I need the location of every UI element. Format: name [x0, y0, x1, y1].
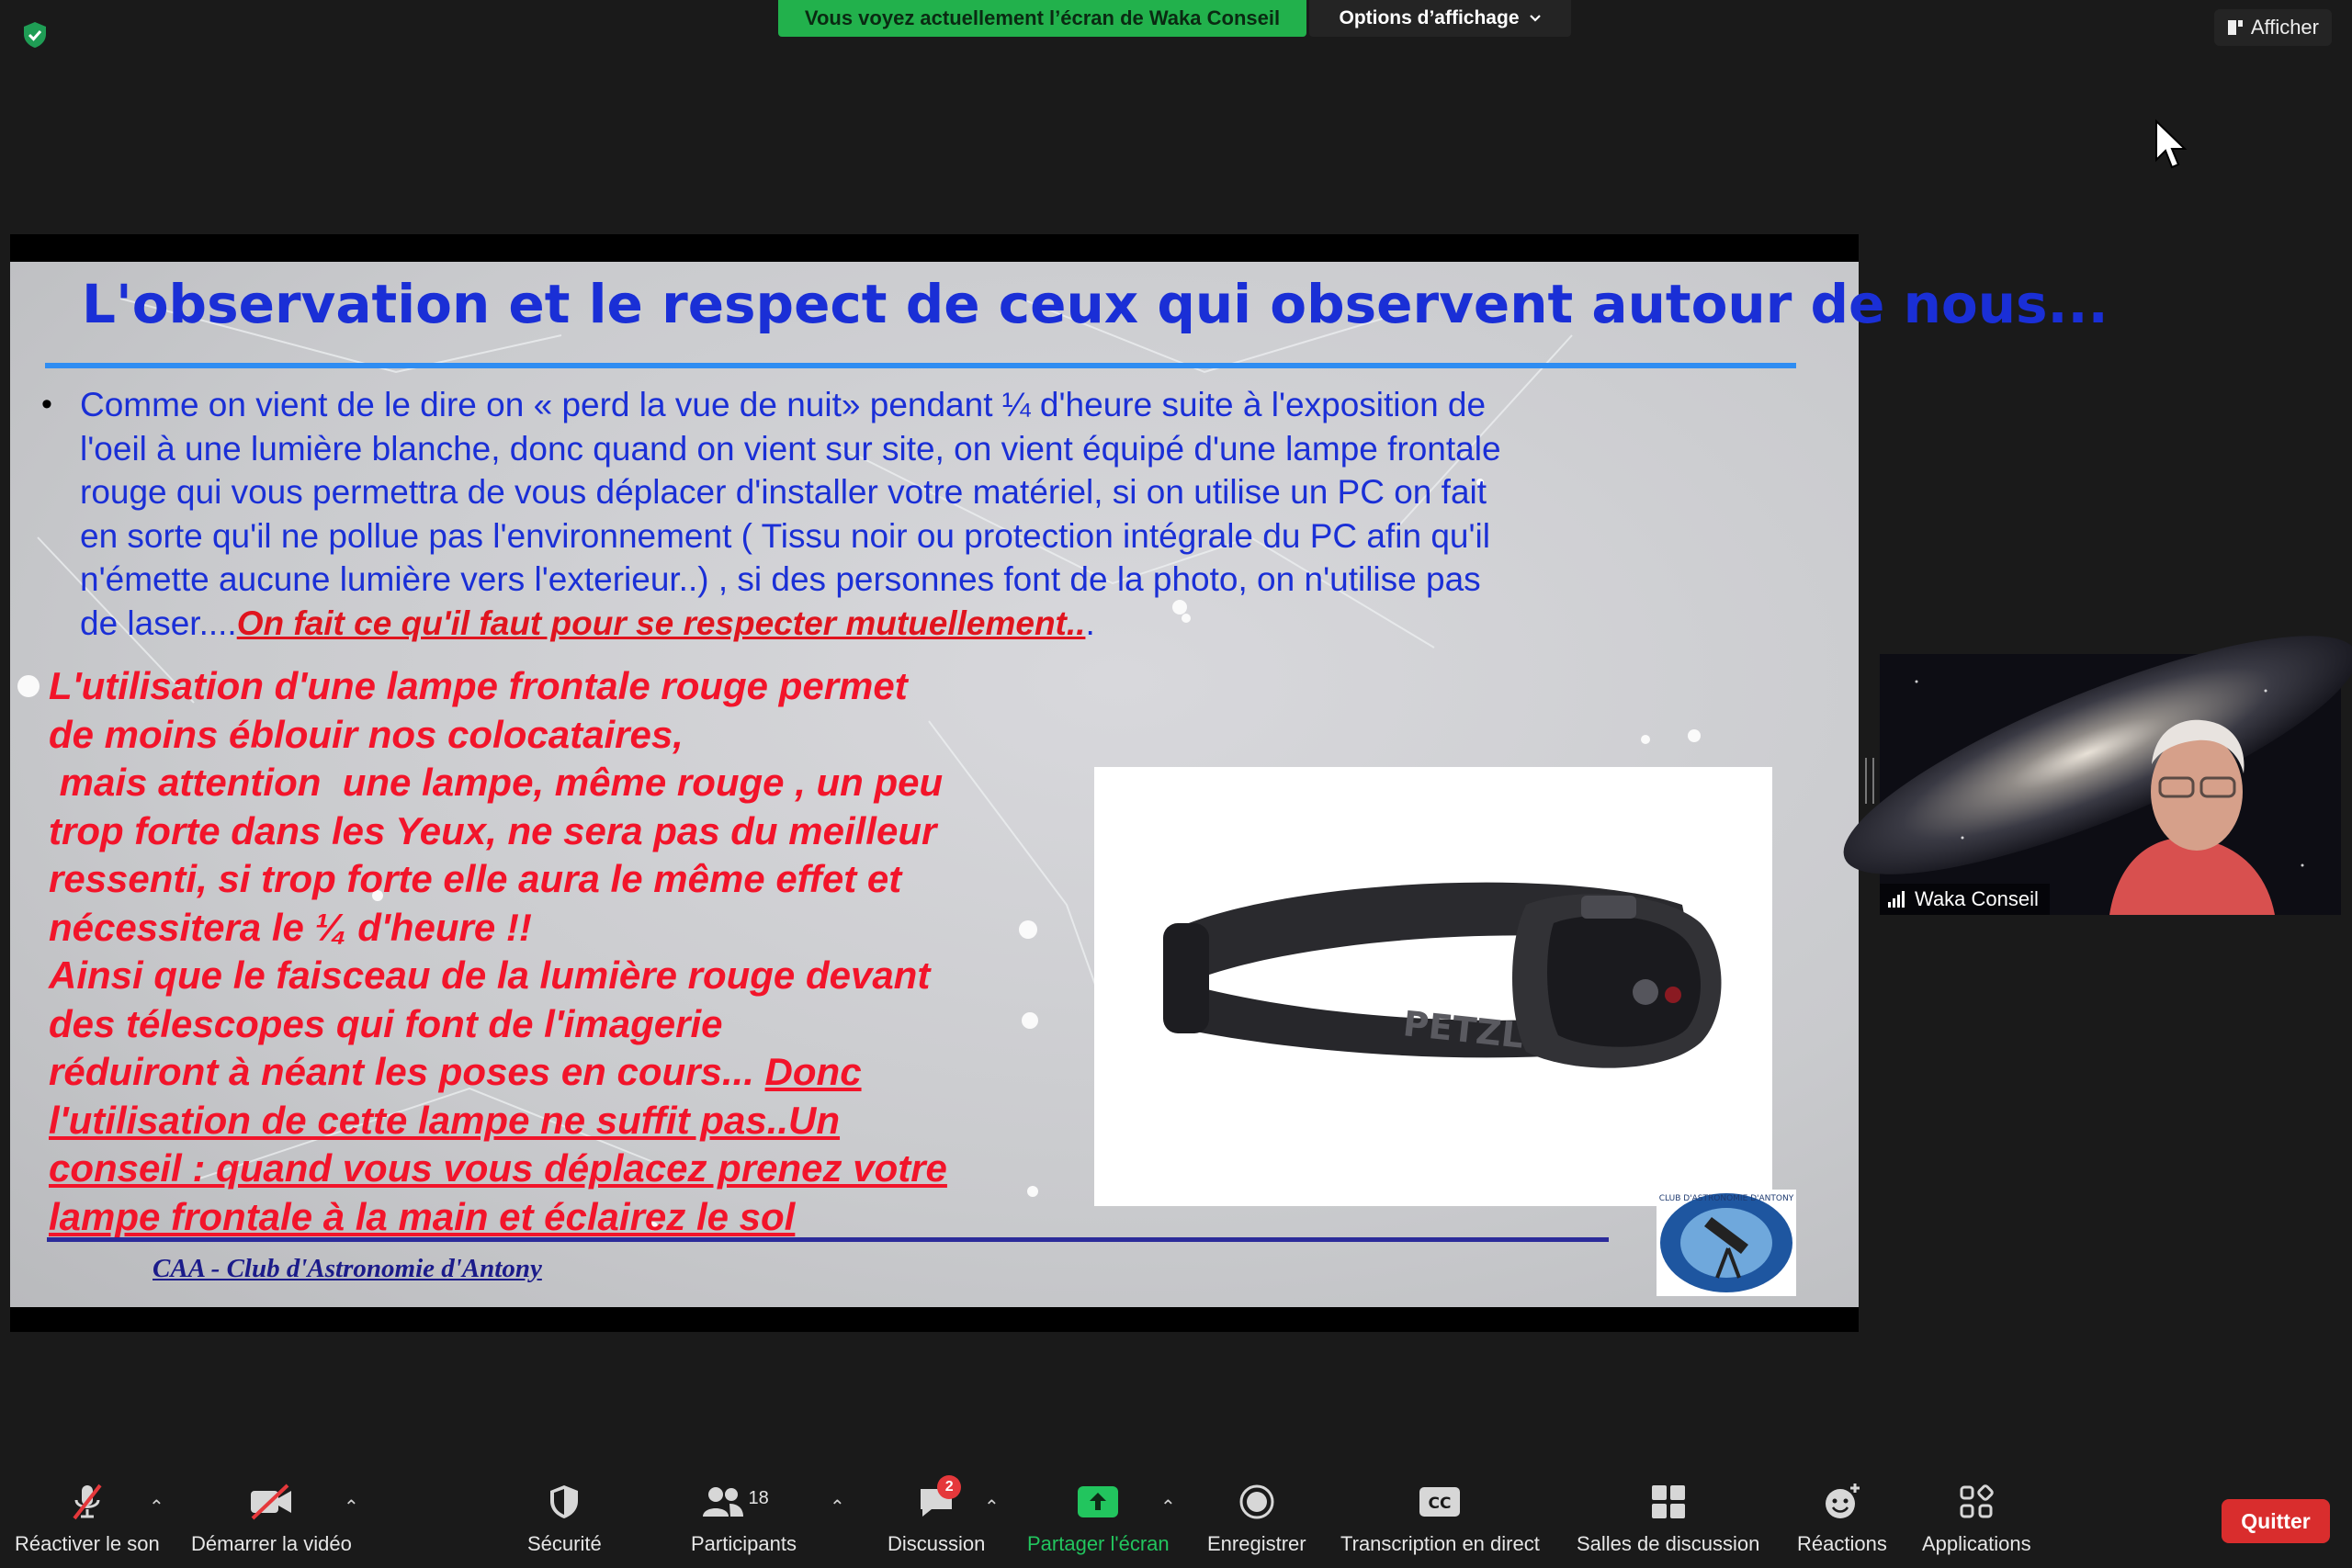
bullet-line: Comme on vient de le dire on « perd la vue de nuit» pendant ¼ d'heure suite à l'exposition de [80, 386, 1487, 423]
warning-line-start: réduiront à néant les poses en cours... [49, 1050, 765, 1093]
apps-button[interactable] [1922, 1481, 2031, 1556]
participants-icon [702, 1483, 744, 1520]
share-screen-icon [1077, 1484, 1119, 1519]
chat-label: Discussion [888, 1532, 986, 1555]
participants-options-caret[interactable]: ⌃ [830, 1497, 845, 1517]
reactions-button[interactable] [1797, 1481, 1887, 1556]
headlamp-image [1094, 767, 1772, 1206]
chat-options-caret[interactable]: ⌃ [984, 1497, 1000, 1517]
unmute-button[interactable] [15, 1481, 160, 1556]
audio-options-caret[interactable]: ⌃ [149, 1497, 164, 1517]
microphone-muted-icon [69, 1482, 106, 1522]
record-button[interactable] [1207, 1481, 1306, 1556]
record-icon [1238, 1483, 1275, 1520]
panel-resize-handle[interactable] [1865, 758, 1874, 804]
chevron-down-icon [1529, 14, 1542, 23]
bullet-line: l'oeil à une lumière blanche, donc quand on vient sur site, on vient équipé d'une lampe frontale [80, 429, 1501, 468]
chat-button[interactable] [888, 1481, 985, 1556]
view-options-button[interactable] [1309, 0, 1571, 37]
warning-line: trop forte dans les Yeux, ne sera pas du meilleur [49, 808, 937, 852]
chat-badge: 2 [937, 1475, 961, 1499]
share-options-caret[interactable]: ⌃ [1160, 1497, 1176, 1517]
share-status-banner [778, 0, 1306, 37]
show-label: Afficher [2250, 16, 2319, 39]
video-options-caret[interactable]: ⌃ [344, 1497, 359, 1517]
security-button[interactable] [527, 1481, 602, 1556]
warning-line: ressenti, si trop forte elle aura le même effet et [49, 857, 902, 900]
warning-line: L'utilisation d'une lampe frontale rouge permet [49, 664, 908, 707]
closed-captions-icon [1419, 1486, 1461, 1517]
participant-video[interactable] [1880, 654, 2341, 915]
mouse-cursor-icon [2154, 119, 2190, 175]
bullet-line [80, 602, 1752, 646]
bullet-line-end: . [1085, 604, 1095, 642]
warning-advice-line: l'utilisation de cette lampe ne suffit pas..Un [49, 1098, 841, 1142]
logo-lettering: CLUB D'ASTRONOMIE D'ANTONY [1658, 1194, 1794, 1203]
smiley-add-icon [1822, 1482, 1862, 1522]
warning-line: des télescopes qui font de l'imagerie [49, 1001, 723, 1045]
leave-meeting-button[interactable] [2222, 1499, 2330, 1543]
meeting-toolbar [0, 1461, 2352, 1568]
lamp-brand: PETZL [1401, 1003, 1526, 1056]
security-label: Sécurité [527, 1532, 602, 1555]
slide-title: L'observation et le respect de ceux qui observent autour de nous... [82, 273, 2109, 335]
shield-icon [548, 1483, 581, 1520]
leave-meeting-label: Quitter [2241, 1508, 2311, 1533]
warning-line: de moins éblouir nos colocataires, [49, 712, 684, 756]
bullet-dot: • [41, 387, 52, 422]
unmute-label: Réactiver le son [15, 1532, 160, 1555]
start-video-label: Démarrer la vidéo [191, 1532, 352, 1555]
participants-button[interactable] [691, 1481, 797, 1556]
participant-name: Waka Conseil [1915, 887, 2039, 910]
participants-count: 18 [748, 1488, 769, 1508]
bullet-line: rouge qui vous permettra de vous déplacer d'installer votre matériel, si on utilise un PC on fait [80, 473, 1487, 511]
view-options-label: Options d’affichage [1339, 7, 1520, 28]
record-label: Enregistrer [1207, 1532, 1306, 1555]
apps-icon [1958, 1483, 1995, 1520]
warning-advice-start: Donc [764, 1050, 862, 1093]
video-feed [1880, 654, 2341, 915]
share-screen-button[interactable] [1027, 1481, 1170, 1556]
bullet-line: n'émette aucune lumière vers l'exterieur..) , si des personnes font de la photo, on n'utilise pas [80, 560, 1481, 598]
view-layout-icon [2227, 18, 2244, 37]
warning-advice-line: conseil : quand vous vous déplacez prenez votre [49, 1146, 947, 1190]
warning-advice-line: lampe frontale à la main et éclairez le sol [49, 1194, 796, 1238]
club-footer: CAA - Club d'Astronomie d'Antony [153, 1254, 542, 1283]
warning-text [49, 662, 1087, 1241]
security-shield-icon[interactable] [20, 20, 50, 50]
warning-line: nécessitera le ¼ d'heure !! [49, 905, 532, 949]
warning-line: Ainsi que le faisceau de la lumière rouge devant [49, 953, 931, 997]
participant-name-tag [1880, 884, 2050, 915]
footer-rule [47, 1237, 1609, 1242]
headlamp-illustration [1094, 767, 1772, 1206]
bullet-emphasis: On fait ce qu'il faut pour se respecter mutuellement.. [236, 604, 1086, 642]
video-off-icon [249, 1483, 293, 1520]
live-transcription-button[interactable] [1340, 1481, 1540, 1556]
breakout-rooms-icon [1650, 1483, 1687, 1520]
title-underline [45, 363, 1796, 368]
bullet-line-start: de laser.... [80, 604, 237, 642]
reactions-label: Réactions [1797, 1532, 1887, 1555]
breakout-rooms-button[interactable] [1577, 1481, 1759, 1556]
warning-line: mais attention une lampe, même rouge , un peu [49, 761, 944, 804]
start-video-button[interactable] [191, 1481, 352, 1556]
bullet-text [80, 383, 1752, 645]
apps-label: Applications [1922, 1532, 2031, 1555]
live-transcription-label: Transcription en direct [1340, 1532, 1540, 1555]
share-screen-label: Partager l'écran [1027, 1532, 1170, 1555]
svg-text:CC: CC [1428, 1495, 1452, 1513]
warning-line [49, 1048, 1087, 1097]
signal-strength-icon [1887, 890, 1907, 908]
participants-label: Participants [691, 1532, 797, 1555]
show-gallery-button[interactable] [2214, 9, 2332, 46]
bullet-line: en sorte qu'il ne pollue pas l'environnement ( Tissu noir ou protection intégrale du PC afin qu'il [80, 516, 1490, 555]
club-logo [1657, 1190, 1796, 1296]
breakout-rooms-label: Salles de discussion [1577, 1532, 1760, 1555]
share-status-text: Vous voyez actuellement l’écran de Waka Conseil [804, 6, 1281, 29]
